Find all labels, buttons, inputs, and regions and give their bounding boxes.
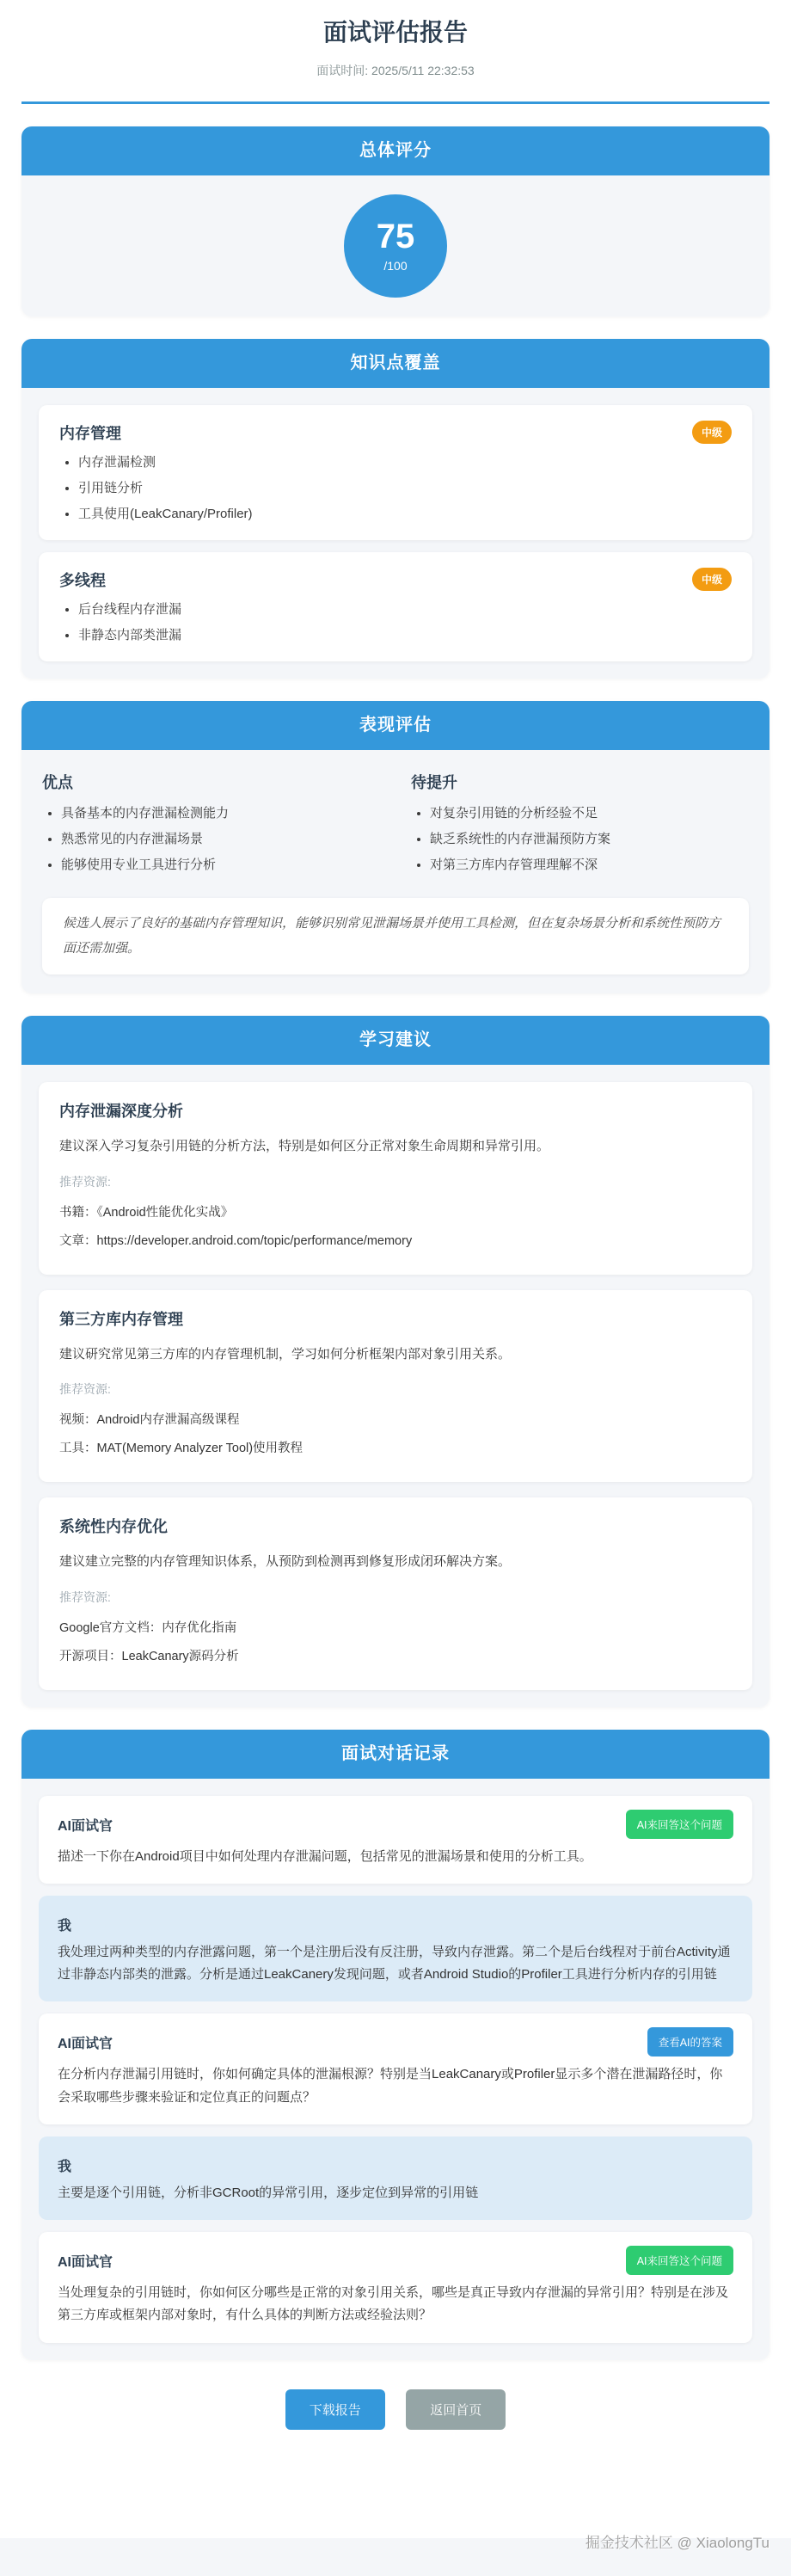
- suggestion-card-systematic-optimization: [39, 1497, 752, 1690]
- knowledge-point-list: [59, 599, 732, 643]
- message-text: 当处理复杂的引用链时，你如何区分哪些是正常的对象引用关系，哪些是真正导致内存泄漏的异常引用？特别是在涉及第三方库或框架内部对象时，有什么具体的判断方法或经验法则？: [58, 2285, 729, 2323]
- message-text: 在分析内存泄漏引用链时，你如何确定具体的泄漏根源？特别是当LeakCanary或Profiler显示多个潜在泄漏路径时，你会采取哪些步骤来验证和定位真正的问题点？: [58, 2067, 723, 2105]
- resource-item: Google官方文档：内存优化指南: [59, 1620, 237, 1635]
- message-speaker: 我: [58, 1918, 72, 1934]
- suggestions-body: [21, 1065, 770, 1707]
- message-head: [58, 1909, 733, 1934]
- message-text: 描述一下你在Android项目中如何处理内存泄漏问题，包括常见的泄漏场景和使用的分析工具。: [58, 1848, 592, 1864]
- suggestion-title: 第三方库内存管理: [59, 1310, 183, 1328]
- knowledge-card-head: [59, 421, 732, 444]
- message-speaker: AI面试官: [58, 1818, 113, 1834]
- resource-item: 文章：https://developer.android.com/topic/performance/memory: [59, 1233, 413, 1248]
- knowledge-point: • 后台线程内存泄漏: [78, 599, 732, 618]
- strengths-list: [42, 803, 380, 873]
- dialogue-message-me-1: [39, 1896, 752, 2002]
- dialogue-body: [21, 1779, 770, 2360]
- section-dialogue: [21, 1730, 770, 2360]
- section-performance: [21, 701, 770, 993]
- suggestion-card-leak-analysis: [39, 1082, 752, 1275]
- ai-answer-badge[interactable]: AI来回答这个问题: [626, 2246, 733, 2275]
- header-divider: [21, 101, 770, 104]
- overall-score-body: [21, 175, 770, 317]
- page-footer: [0, 2473, 791, 2576]
- section-overall-score: [21, 126, 770, 317]
- suggestion-description: 建议建立完整的内存管理知识体系，从预防到检测再到修复形成闭环解决方案。: [59, 1554, 512, 1569]
- section-knowledge-coverage: [21, 339, 770, 679]
- dialogue-message-ai-2: [39, 2013, 752, 2124]
- suggestion-description: 建议深入学习复杂引用链的分析方法，特别是如何区分正常对象生命周期和异常引用。: [59, 1139, 550, 1153]
- improvement-item: • 对第三方库内存管理理解不深: [430, 855, 749, 873]
- strength-item: • 熟悉常见的内存泄漏场景: [61, 829, 380, 847]
- knowledge-card-head: [59, 568, 732, 591]
- message-head: [58, 1810, 733, 1839]
- suggestion-card-thirdparty-memory: [39, 1290, 752, 1483]
- resource-item: 工具：MAT(Memory Analyzer Tool)使用教程: [59, 1442, 304, 1455]
- knowledge-body: [21, 388, 770, 679]
- message-head: [58, 2246, 733, 2275]
- strengths-column: [42, 771, 380, 881]
- back-home-button[interactable]: 返回首页: [406, 2389, 506, 2430]
- page-title: 面试评估报告: [322, 19, 468, 46]
- message-head: [58, 2027, 733, 2056]
- knowledge-point: • 引用链分析: [78, 478, 732, 496]
- strength-item: • 能够使用专业工具进行分析: [61, 855, 380, 873]
- performance-columns: [42, 771, 749, 881]
- watermark-text: 掘金技术社区 @ XiaolongTu: [585, 2534, 770, 2551]
- knowledge-card-multithreading: [39, 552, 752, 661]
- strengths-title: 优点: [42, 774, 73, 791]
- performance-section-title: 表现评估: [21, 701, 770, 750]
- suggestion-description: 建议研究常见第三方库的内存管理机制，学习如何分析框架内部对象引用关系。: [59, 1346, 512, 1362]
- resource-item: 开源项目：LeakCanary源码分析: [59, 1649, 239, 1663]
- ai-answer-badge[interactable]: AI来回答这个问题: [626, 1810, 733, 1839]
- performance-summary: 候选人展示了良好的基础内存管理知识，能够识别常见泄漏场景并使用工具检测，但在复杂场景分析和系统性预防方面还需加强。: [42, 898, 749, 974]
- knowledge-point: • 非静态内部类泄漏: [78, 625, 732, 643]
- score-denominator: /100: [383, 259, 408, 273]
- improvement-item: • 对复杂引用链的分析经验不足: [430, 803, 749, 821]
- knowledge-section-title: 知识点覆盖: [21, 339, 770, 388]
- section-suggestions: [21, 1016, 770, 1707]
- dialogue-message-ai-1: [39, 1796, 752, 1884]
- message-speaker: 我: [58, 2159, 72, 2174]
- knowledge-point-list: [59, 452, 732, 522]
- resources-label: 推荐资源:: [59, 1174, 111, 1189]
- score-value: 75: [376, 218, 415, 255]
- overall-score-section-title: 总体评分: [21, 126, 770, 175]
- interview-timestamp: 面试时间: 2025/5/11 22:32:53: [316, 64, 475, 77]
- message-speaker: AI面试官: [58, 2255, 113, 2270]
- suggestions-section-title: 学习建议: [21, 1016, 770, 1065]
- suggestion-title: 系统性内存优化: [59, 1518, 168, 1535]
- level-badge: 中级: [692, 568, 732, 591]
- dialogue-message-ai-3: [39, 2232, 752, 2343]
- view-ai-answer-badge[interactable]: 查看AI的答案: [647, 2027, 733, 2056]
- report-header: [21, 0, 770, 104]
- download-report-button[interactable]: 下载报告: [285, 2389, 385, 2430]
- message-head: [58, 2150, 733, 2175]
- performance-body: [21, 750, 770, 993]
- resource-item: 书籍：《Android性能优化实战》: [59, 1205, 234, 1220]
- improvement-item: • 缺乏系统性的内存泄漏预防方案: [430, 829, 749, 847]
- message-text: 主要是逐个引用链，分析非GCRoot的异常引用，逐步定位到异常的引用链: [58, 2185, 479, 2200]
- knowledge-card-title: 内存管理: [59, 424, 121, 442]
- suggestion-title: 内存泄漏深度分析: [59, 1103, 183, 1120]
- strength-item: • 具备基本的内存泄漏检测能力: [61, 803, 380, 821]
- resources-label: 推荐资源:: [59, 1589, 111, 1604]
- message-text: 我处理过两种类型的内存泄露问题，第一个是注册后没有反注册，导致内存泄露。第二个是后台线程对于前台Activity通过非静态内部类的泄露。分析是通过LeakCanery发现问题，或者Android Studio的Profiler工具进行分析内存的引用链: [58, 1944, 731, 1982]
- knowledge-point: • 内存泄漏检测: [78, 452, 732, 470]
- knowledge-card-title: 多线程: [59, 571, 106, 589]
- knowledge-point: • 工具使用(LeakCanary/Profiler): [78, 504, 732, 522]
- resource-item: 视频：Android内存泄漏高级课程: [59, 1413, 240, 1427]
- action-buttons-row: [21, 2389, 770, 2430]
- resources-label: 推荐资源:: [59, 1382, 111, 1396]
- level-badge: 中级: [692, 421, 732, 444]
- message-speaker: AI面试官: [58, 2037, 113, 2052]
- knowledge-card-memory-management: [39, 405, 752, 540]
- improvements-list: [411, 803, 749, 873]
- dialogue-section-title: 面试对话记录: [21, 1730, 770, 1779]
- improvements-title: 待提升: [411, 774, 457, 791]
- improvements-column: [411, 771, 749, 881]
- score-circle: [344, 194, 447, 298]
- dialogue-message-me-2: [39, 2136, 752, 2220]
